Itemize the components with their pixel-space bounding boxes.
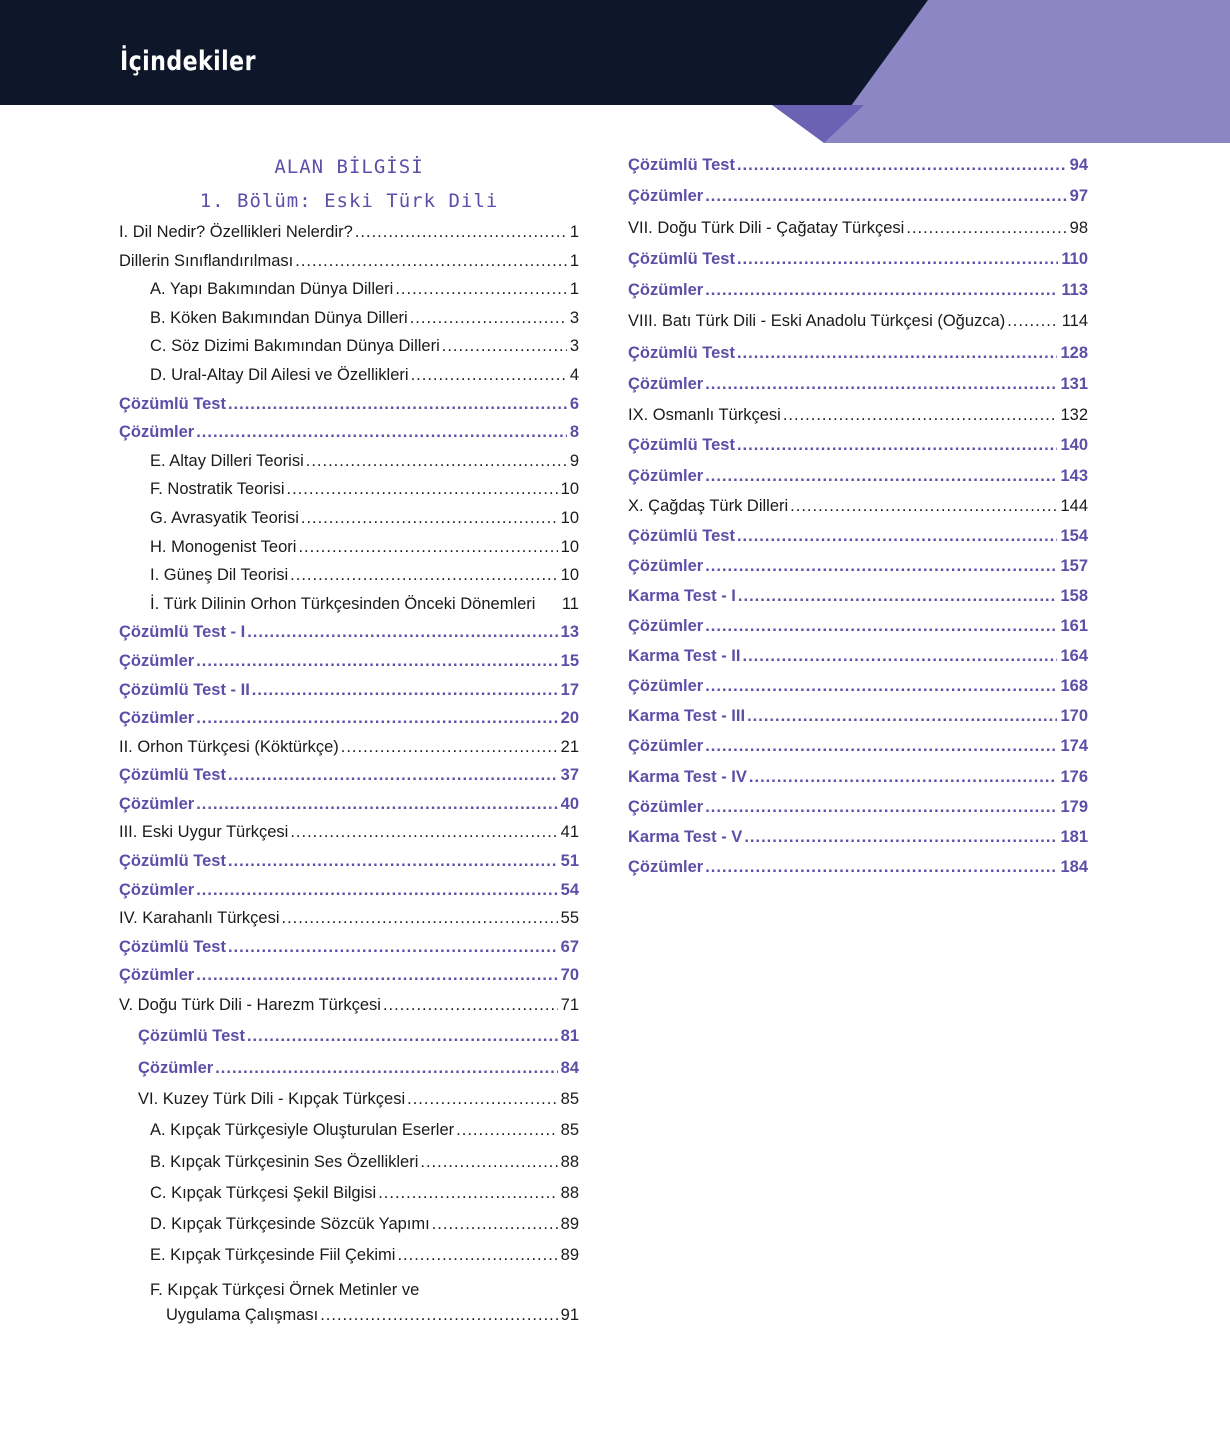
toc-entry-label: Çözümler [119, 794, 195, 813]
toc-entry[interactable] [119, 847, 579, 876]
dot-leader [410, 304, 567, 333]
toc-entry[interactable] [119, 590, 579, 619]
dot-leader [228, 933, 558, 962]
dot-leader [705, 181, 1066, 212]
toc-entry-label: B. Kıpçak Türkçesinin Ses Özellikleri [150, 1152, 419, 1171]
dot-leader [295, 247, 567, 276]
toc-entry-page: 51 [560, 852, 579, 871]
toc-entry[interactable] [119, 1178, 579, 1209]
toc-entry-label: Çözümler [628, 281, 704, 300]
dot-leader [383, 990, 558, 1021]
toc-entry-page: 88 [560, 1152, 579, 1171]
toc-entry[interactable] [628, 641, 1088, 671]
toc-entry-label: F. Kıpçak Türkçesi Örnek Metinler ve [150, 1280, 420, 1299]
toc-entry[interactable] [119, 647, 579, 676]
toc-entry-label: Çözümlü Test [138, 1027, 245, 1046]
toc-entry-page: 84 [560, 1058, 579, 1077]
toc-entry-page: 1 [569, 251, 579, 270]
toc-entry[interactable] [119, 218, 579, 247]
dot-leader [196, 418, 567, 447]
dot-leader [286, 475, 557, 504]
toc-entry-page: 131 [1060, 375, 1088, 394]
toc-entry-page: 37 [560, 766, 579, 785]
dot-leader [747, 701, 1057, 731]
dot-leader [742, 641, 1057, 671]
toc-entry-label: Çözümlü Test [119, 766, 226, 785]
toc-entry-page: 94 [1069, 156, 1088, 174]
dot-leader [906, 213, 1066, 244]
toc-entry-page: 21 [560, 737, 579, 756]
dot-leader [705, 852, 1057, 882]
toc-entry[interactable] [119, 247, 579, 276]
dot-leader [378, 1178, 557, 1209]
toc-entry[interactable] [628, 581, 1088, 611]
toc-entry-label: A. Yapı Bakımından Dünya Dilleri [150, 280, 394, 299]
toc-entry-page: 168 [1060, 677, 1088, 696]
toc-entry-page: 154 [1060, 526, 1088, 545]
toc-entry[interactable] [119, 1209, 579, 1240]
toc-entry-page: 184 [1060, 857, 1088, 876]
toc-entry-continuation [150, 1303, 579, 1327]
toc-entry-page: 17 [560, 680, 579, 699]
dot-leader [290, 818, 557, 847]
toc-entry-label: V. Doğu Türk Dili - Harezm Türkçesi [119, 996, 381, 1015]
toc-entry-label: Çözümlü Test [119, 937, 226, 956]
toc-entry-page: 98 [1069, 218, 1088, 237]
toc-entry[interactable] [119, 390, 579, 419]
dot-leader [320, 1303, 557, 1327]
dot-leader [395, 275, 566, 304]
dot-leader [738, 581, 1058, 611]
dot-leader [252, 676, 558, 705]
toc-entry-label: Çözümler [628, 466, 704, 485]
dot-leader [705, 275, 1058, 306]
toc-entry-label: Uygulama Çalışması [166, 1305, 319, 1324]
toc-entry-page: 10 [560, 566, 579, 585]
toc-entry-label: Çözümler [628, 857, 704, 876]
toc-entry-page: 110 [1061, 249, 1088, 268]
toc-list [119, 218, 579, 1327]
toc-entry-label: Çözümler [628, 556, 704, 575]
toc-entry[interactable] [628, 369, 1088, 400]
toc-entry-page: 13 [560, 623, 579, 642]
toc-entry-label: Dillerin Sınıflandırılması [119, 251, 294, 270]
dot-leader [1007, 306, 1058, 337]
dot-leader [196, 704, 557, 733]
toc-right-column [628, 150, 1088, 882]
toc-entry[interactable] [119, 533, 579, 562]
toc-entry-label: Çözümler [628, 797, 704, 816]
toc-entry-page: 11 [561, 594, 579, 613]
toc-entry-page: 20 [560, 709, 579, 728]
dot-leader [196, 876, 557, 905]
toc-entry[interactable] [119, 1240, 579, 1271]
toc-entry[interactable] [119, 876, 579, 905]
dot-leader [247, 618, 557, 647]
toc-entry-page: 157 [1060, 556, 1088, 575]
toc-entry[interactable] [119, 761, 579, 790]
toc-entry[interactable] [628, 852, 1088, 882]
toc-entry-label: Çözümlü Test [628, 343, 735, 362]
dot-leader [456, 1115, 557, 1146]
toc-entry[interactable] [119, 447, 579, 476]
toc-entry-label: X. Çağdaş Türk Dilleri [628, 496, 789, 515]
toc-entry-label: III. Eski Uygur Türkçesi [119, 823, 289, 842]
dot-leader [397, 1240, 557, 1271]
toc-entry[interactable] [119, 1021, 579, 1052]
toc-entry-page: 67 [560, 937, 579, 956]
dot-leader [737, 521, 1058, 551]
dot-leader [407, 1084, 558, 1115]
toc-entry-page: 10 [560, 508, 579, 527]
dot-leader [737, 430, 1058, 460]
toc-entry[interactable] [119, 818, 579, 847]
toc-entry-page: 88 [560, 1183, 579, 1202]
dot-leader [705, 731, 1057, 761]
toc-entry-label: Çözümler [628, 375, 704, 394]
toc-entry[interactable] [119, 275, 579, 304]
toc-entry-label: Çözümlü Test [628, 436, 735, 455]
toc-entry-page: 41 [560, 823, 579, 842]
dot-leader [705, 369, 1057, 400]
dot-leader [341, 733, 558, 762]
toc-entry[interactable] [628, 430, 1088, 460]
toc-entry-label: C. Söz Dizimi Bakımından Dünya Dilleri [150, 337, 440, 356]
toc-entry-label: Çözümler [138, 1058, 214, 1077]
toc-entry-label: B. Köken Bakımından Dünya Dilleri [150, 308, 408, 327]
toc-entry-page: 140 [1060, 436, 1088, 455]
toc-entry[interactable] [119, 933, 579, 962]
toc-entry-label: E. Kıpçak Türkçesinde Fiil Çekimi [150, 1246, 396, 1265]
toc-entry-page: 1 [569, 280, 579, 299]
dot-leader [442, 332, 567, 361]
toc-entry-label: E. Altay Dilleri Teorisi [150, 451, 304, 470]
toc-entry[interactable] [628, 822, 1088, 852]
toc-entry[interactable] [119, 704, 579, 733]
toc-entry-page: 114 [1061, 312, 1088, 331]
toc-entry[interactable] [628, 611, 1088, 641]
toc-entry[interactable] [628, 400, 1088, 430]
toc-entry[interactable] [119, 1115, 579, 1146]
toc-entry-page: 81 [560, 1027, 579, 1046]
dot-leader [247, 1021, 558, 1052]
toc-entry[interactable] [628, 306, 1088, 337]
toc-entry[interactable] [628, 701, 1088, 731]
toc-entry-page: 3 [569, 337, 579, 356]
dot-leader [290, 561, 557, 590]
toc-entry[interactable] [628, 244, 1088, 275]
toc-entry-label: VI. Kuzey Türk Dili - Kıpçak Türkçesi [138, 1089, 406, 1108]
toc-entry[interactable] [119, 1147, 579, 1178]
toc-entry-page: 181 [1060, 827, 1088, 846]
toc-entry-label: Çözümler [119, 651, 195, 670]
toc-entry-page: 89 [560, 1246, 579, 1265]
dot-leader [196, 961, 557, 990]
toc-entry-label: I. Dil Nedir? Özellikleri Nelerdir? [119, 223, 353, 241]
dot-leader [705, 792, 1057, 822]
toc-entry-label: IV. Karahanlı Türkçesi [119, 909, 280, 928]
toc-entry[interactable] [628, 671, 1088, 701]
toc-entry-page: 91 [560, 1305, 579, 1324]
dot-leader [228, 761, 558, 790]
dot-leader [306, 447, 567, 476]
toc-entry[interactable] [119, 475, 579, 504]
dot-leader [744, 822, 1057, 852]
dot-leader [282, 904, 558, 933]
toc-entry-label: Karma Test - I [628, 586, 736, 605]
toc-entry-label: I. Güneş Dil Teorisi [150, 566, 289, 585]
dot-leader [790, 491, 1057, 521]
dot-leader [301, 504, 558, 533]
toc-list [628, 150, 1088, 882]
toc-entry-label: Çözümlü Test [119, 394, 226, 413]
toc-entry-label: Çözümler [628, 677, 704, 696]
toc-entry[interactable] [119, 418, 579, 447]
dot-leader [783, 400, 1058, 430]
toc-entry[interactable] [628, 213, 1088, 244]
toc-entry[interactable] [119, 1084, 579, 1115]
toc-entry-label: D. Kıpçak Türkçesinde Sözcük Yapımı [150, 1215, 430, 1234]
toc-entry-label: Çözümlü Test [628, 156, 735, 174]
toc-entry-label: Çözümler [628, 737, 704, 756]
toc-entry[interactable] [119, 361, 579, 390]
toc-entry-page: 54 [560, 880, 579, 899]
toc-entry[interactable] [628, 338, 1088, 369]
toc-entry-page: 85 [560, 1089, 579, 1108]
toc-entry[interactable] [119, 961, 579, 990]
toc-entry[interactable] [119, 304, 579, 333]
toc-entry-page: 176 [1060, 767, 1088, 786]
dot-leader [705, 611, 1057, 641]
toc-entry-page: 8 [569, 423, 579, 442]
toc-entry-page: 40 [560, 794, 579, 813]
toc-entry[interactable] [119, 618, 579, 647]
toc-entry-label: Karma Test - II [628, 647, 741, 666]
toc-entry-page: 161 [1060, 617, 1088, 636]
toc-entry-label: IX. Osmanlı Türkçesi [628, 406, 781, 425]
toc-entry-label: Karma Test - IV [628, 767, 747, 786]
toc-entry[interactable] [628, 181, 1088, 212]
toc-entry-label: G. Avrasyatik Teorisi [150, 508, 299, 527]
toc-entry-label: H. Monogenist Teori [150, 537, 297, 556]
toc-entry[interactable] [119, 990, 579, 1021]
toc-entry-label: Karma Test - V [628, 827, 743, 846]
dot-leader [737, 338, 1058, 369]
toc-entry-label: VIII. Batı Türk Dili - Eski Anadolu Türkçesi (Oğuzca) [628, 312, 1006, 331]
dot-leader [411, 361, 567, 390]
toc-entry[interactable] [628, 275, 1088, 306]
toc-entry-label: Çözümlü Test [628, 249, 735, 268]
toc-entry[interactable] [628, 731, 1088, 761]
section-title: ALAN BİLGİSİ [274, 156, 424, 178]
dot-leader [228, 847, 558, 876]
toc-entry-label: Çözümler [119, 709, 195, 728]
dot-leader [196, 647, 557, 676]
toc-entry-page: 97 [1069, 187, 1088, 206]
toc-entry[interactable] [628, 792, 1088, 822]
toc-entry-label: Çözümlü Test - II [119, 680, 250, 699]
dot-leader [298, 533, 557, 562]
toc-entry-label: İ. Türk Dilinin Orhon Türkçesinden Önceki Dönemleri [150, 594, 536, 613]
toc-entry-label: Çözümlü Test [119, 852, 226, 871]
toc-entry-page: 55 [560, 909, 579, 928]
dot-leader [215, 1053, 557, 1084]
toc-entry-page: 1 [569, 223, 579, 241]
dot-leader [420, 1147, 557, 1178]
toc-entry-page: 113 [1061, 281, 1088, 300]
toc-entry[interactable] [119, 676, 579, 705]
toc-entry-page: 128 [1060, 343, 1088, 362]
toc-entry[interactable] [628, 461, 1088, 491]
toc-entry[interactable] [119, 1053, 579, 1084]
toc-entry-label: Karma Test - III [628, 707, 746, 726]
toc-entry-page: 89 [560, 1215, 579, 1234]
toc-entry-page: 6 [569, 394, 579, 413]
toc-entry-page: 10 [560, 480, 579, 499]
toc-entry-page: 15 [560, 651, 579, 670]
toc-entry-page: 174 [1060, 737, 1088, 756]
toc-entry[interactable] [119, 561, 579, 590]
toc-entry[interactable] [628, 551, 1088, 581]
toc-entry-page: 85 [560, 1121, 579, 1140]
toc-entry-page: 10 [560, 537, 579, 556]
toc-entry[interactable] [628, 150, 1088, 181]
toc-entry-label: C. Kıpçak Türkçesi Şekil Bilgisi [150, 1183, 377, 1202]
dot-leader [749, 762, 1058, 792]
toc-entry-label: D. Ural-Altay Dil Ailesi ve Özellikleri [150, 365, 409, 384]
toc-entry[interactable] [119, 1278, 579, 1327]
dot-leader [705, 671, 1057, 701]
toc-entry-page: 143 [1060, 466, 1088, 485]
dot-leader [228, 390, 567, 419]
toc-entry-page: 70 [560, 966, 579, 985]
chapter-title: 1. Bölüm: Eski Türk Dili [199, 190, 499, 212]
toc-entry[interactable] [119, 332, 579, 361]
dot-leader [705, 551, 1057, 581]
dot-leader [737, 244, 1058, 275]
toc-entry-page: 132 [1060, 406, 1088, 425]
dot-leader [705, 461, 1057, 491]
toc-entry[interactable] [628, 521, 1088, 551]
toc-entry-label: VII. Doğu Türk Dili - Çağatay Türkçesi [628, 218, 905, 237]
toc-entry-page: 71 [560, 996, 579, 1015]
toc-entry-page: 4 [569, 365, 579, 384]
toc-entry-label: Çözümlü Test [628, 526, 735, 545]
page-title: İçindekiler [120, 46, 256, 77]
toc-entry-label: Çözümler [119, 423, 195, 442]
toc-entry-page: 179 [1060, 797, 1088, 816]
toc-entry[interactable] [119, 504, 579, 533]
toc-left-column [119, 150, 579, 1327]
toc-entry-label: F. Nostratik Teorisi [150, 480, 285, 499]
toc-entry-label: Çözümler [119, 880, 195, 899]
toc-entry[interactable] [119, 904, 579, 933]
toc-entry-label: Çözümler [119, 966, 195, 985]
toc-entry-label: Çözümler [628, 187, 704, 206]
toc-entry-page: 158 [1060, 586, 1088, 605]
toc-entry[interactable] [628, 762, 1088, 792]
toc-entry-label: Çözümler [628, 617, 704, 636]
toc-entry-page: 144 [1060, 496, 1088, 515]
toc-entry-label: A. Kıpçak Türkçesiyle Oluşturulan Eserler [150, 1121, 455, 1140]
dot-leader [737, 150, 1067, 181]
toc-entry[interactable] [628, 491, 1088, 521]
toc-entry[interactable] [119, 790, 579, 819]
toc-entry-page: 9 [569, 451, 579, 470]
page-header [0, 0, 1230, 145]
toc-entry-page: 164 [1060, 647, 1088, 666]
toc-entry[interactable] [119, 733, 579, 762]
toc-entry-label: II. Orhon Türkçesi (Köktürkçe) [119, 737, 339, 756]
toc-entry-page: 170 [1060, 707, 1088, 726]
dot-leader [355, 218, 567, 247]
dot-leader [196, 790, 557, 819]
toc-entry-label: Çözümlü Test - I [119, 623, 246, 642]
dot-leader [432, 1209, 558, 1240]
toc-entry-page: 3 [569, 308, 579, 327]
